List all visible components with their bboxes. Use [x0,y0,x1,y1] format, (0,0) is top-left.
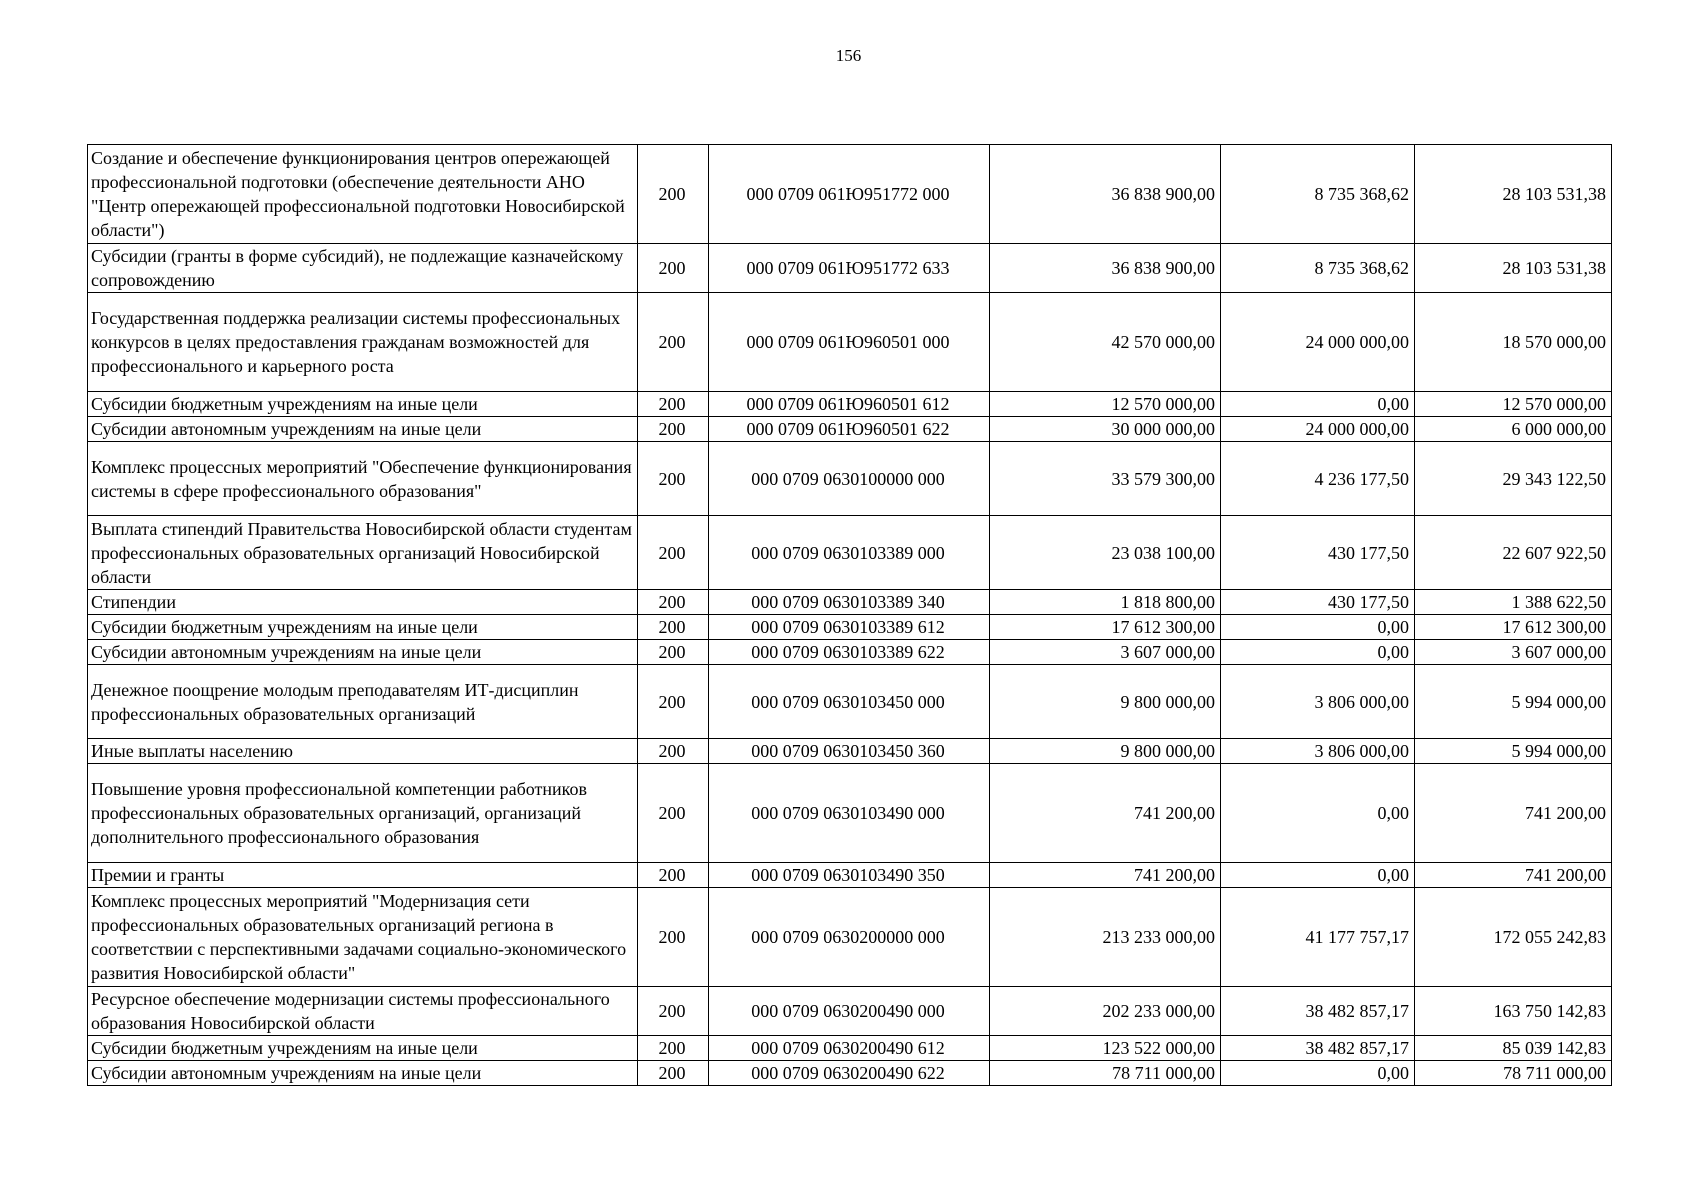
expense-name-cell: Повышение уровня профессиональной компетенции работников профессиональных образовательных организаций, организаций дополнительного профессионального образования [88,764,638,863]
budget-execution-table [87,144,1612,1086]
table-row [88,739,1612,764]
executed-amount-cell: 4 236 177,50 [1221,442,1415,516]
classification-code-cell: 000 0709 061Ю960501 612 [709,392,990,417]
classification-code-cell: 000 0709 0630200000 000 [709,888,990,987]
unexecuted-amount-cell: 172 055 242,83 [1415,888,1612,987]
line-code-cell: 200 [638,1061,709,1086]
expense-name-cell: Субсидии бюджетным учреждениям на иные цели [88,1036,638,1061]
classification-code-cell: 000 0709 0630103490 000 [709,764,990,863]
executed-amount-cell: 430 177,50 [1221,590,1415,615]
expense-name-cell: Создание и обеспечение функционирования центров опережающей профессиональной подготовки (обеспечение деятельности АНО "Центр опережающей профессиональной подготовки Новосибирской области") [88,145,638,244]
expense-name-cell: Премии и гранты [88,863,638,888]
line-code-cell: 200 [638,640,709,665]
classification-code-cell: 000 0709 0630200490 000 [709,987,990,1036]
approved-amount-cell: 30 000 000,00 [990,417,1221,442]
classification-code-cell: 000 0709 0630103389 000 [709,516,990,590]
line-code-cell: 200 [638,417,709,442]
table-row [88,1061,1612,1086]
executed-amount-cell: 41 177 757,17 [1221,888,1415,987]
executed-amount-cell: 0,00 [1221,392,1415,417]
approved-amount-cell: 1 818 800,00 [990,590,1221,615]
table-body [88,145,1612,1086]
classification-code-cell: 000 0709 0630103450 360 [709,739,990,764]
expense-name-cell: Субсидии (гранты в форме субсидий), не подлежащие казначейскому сопровождению [88,244,638,293]
unexecuted-amount-cell: 6 000 000,00 [1415,417,1612,442]
expense-name-cell: Субсидии бюджетным учреждениям на иные цели [88,392,638,417]
executed-amount-cell: 8 735 368,62 [1221,244,1415,293]
expense-name-cell: Государственная поддержка реализации системы профессиональных конкурсов в целях предоставления гражданам возможностей для профессионального и карьерного роста [88,293,638,392]
unexecuted-amount-cell: 78 711 000,00 [1415,1061,1612,1086]
line-code-cell: 200 [638,392,709,417]
approved-amount-cell: 213 233 000,00 [990,888,1221,987]
table-row [88,442,1612,516]
table-row [88,863,1612,888]
unexecuted-amount-cell: 85 039 142,83 [1415,1036,1612,1061]
page-number: 156 [835,46,862,65]
executed-amount-cell: 0,00 [1221,1061,1415,1086]
line-code-cell: 200 [638,244,709,293]
classification-code-cell: 000 0709 061Ю960501 000 [709,293,990,392]
table-row [88,1036,1612,1061]
expense-name-cell: Денежное поощрение молодым преподавателям ИТ-дисциплин профессиональных образовательных организаций [88,665,638,739]
table-row [88,590,1612,615]
line-code-cell: 200 [638,1036,709,1061]
unexecuted-amount-cell: 741 200,00 [1415,863,1612,888]
unexecuted-amount-cell: 3 607 000,00 [1415,640,1612,665]
executed-amount-cell: 24 000 000,00 [1221,417,1415,442]
executed-amount-cell: 0,00 [1221,863,1415,888]
approved-amount-cell: 202 233 000,00 [990,987,1221,1036]
approved-amount-cell: 741 200,00 [990,764,1221,863]
unexecuted-amount-cell: 18 570 000,00 [1415,293,1612,392]
expense-name-cell: Иные выплаты населению [88,739,638,764]
expense-name-cell: Субсидии бюджетным учреждениям на иные цели [88,615,638,640]
unexecuted-amount-cell: 741 200,00 [1415,764,1612,863]
executed-amount-cell: 8 735 368,62 [1221,145,1415,244]
approved-amount-cell: 12 570 000,00 [990,392,1221,417]
classification-code-cell: 000 0709 0630103450 000 [709,665,990,739]
expense-name-cell: Ресурсное обеспечение модернизации системы профессионального образования Новосибирской области [88,987,638,1036]
line-code-cell: 200 [638,739,709,764]
classification-code-cell: 000 0709 0630103490 350 [709,863,990,888]
executed-amount-cell: 430 177,50 [1221,516,1415,590]
approved-amount-cell: 17 612 300,00 [990,615,1221,640]
line-code-cell: 200 [638,665,709,739]
table-row [88,987,1612,1036]
unexecuted-amount-cell: 1 388 622,50 [1415,590,1612,615]
expense-name-cell: Комплекс процессных мероприятий "Обеспечение функционирования системы в сфере профессионального образования" [88,442,638,516]
table-row [88,516,1612,590]
unexecuted-amount-cell: 163 750 142,83 [1415,987,1612,1036]
unexecuted-amount-cell: 5 994 000,00 [1415,739,1612,764]
expense-name-cell: Выплата стипендий Правительства Новосибирской области студентам профессиональных образовательных организаций Новосибирской области [88,516,638,590]
table-row [88,640,1612,665]
approved-amount-cell: 42 570 000,00 [990,293,1221,392]
expense-name-cell: Субсидии автономным учреждениям на иные цели [88,640,638,665]
approved-amount-cell: 741 200,00 [990,863,1221,888]
approved-amount-cell: 78 711 000,00 [990,1061,1221,1086]
table-row [88,293,1612,392]
executed-amount-cell: 24 000 000,00 [1221,293,1415,392]
classification-code-cell: 000 0709 0630103389 340 [709,590,990,615]
unexecuted-amount-cell: 17 612 300,00 [1415,615,1612,640]
line-code-cell: 200 [638,145,709,244]
line-code-cell: 200 [638,863,709,888]
table-row [88,888,1612,987]
line-code-cell: 200 [638,888,709,987]
expense-name-cell: Комплекс процессных мероприятий "Модернизация сети профессиональных образовательных организаций региона в соответствии с перспективными задачами социально-экономического развития Новосибирской области" [88,888,638,987]
table-row [88,417,1612,442]
line-code-cell: 200 [638,590,709,615]
expense-name-cell: Субсидии автономным учреждениям на иные цели [88,417,638,442]
table-row [88,665,1612,739]
classification-code-cell: 000 0709 0630103389 622 [709,640,990,665]
line-code-cell: 200 [638,442,709,516]
classification-code-cell: 000 0709 061Ю951772 000 [709,145,990,244]
executed-amount-cell: 38 482 857,17 [1221,1036,1415,1061]
approved-amount-cell: 123 522 000,00 [990,1036,1221,1061]
executed-amount-cell: 0,00 [1221,615,1415,640]
executed-amount-cell: 3 806 000,00 [1221,739,1415,764]
unexecuted-amount-cell: 12 570 000,00 [1415,392,1612,417]
classification-code-cell: 000 0709 0630200490 612 [709,1036,990,1061]
line-code-cell: 200 [638,293,709,392]
table-row [88,392,1612,417]
executed-amount-cell: 0,00 [1221,764,1415,863]
unexecuted-amount-cell: 29 343 122,50 [1415,442,1612,516]
classification-code-cell: 000 0709 0630103389 612 [709,615,990,640]
approved-amount-cell: 9 800 000,00 [990,739,1221,764]
line-code-cell: 200 [638,987,709,1036]
table-row [88,764,1612,863]
table-row [88,244,1612,293]
table-row [88,145,1612,244]
unexecuted-amount-cell: 28 103 531,38 [1415,244,1612,293]
approved-amount-cell: 3 607 000,00 [990,640,1221,665]
approved-amount-cell: 36 838 900,00 [990,244,1221,293]
unexecuted-amount-cell: 5 994 000,00 [1415,665,1612,739]
executed-amount-cell: 38 482 857,17 [1221,987,1415,1036]
executed-amount-cell: 3 806 000,00 [1221,665,1415,739]
approved-amount-cell: 36 838 900,00 [990,145,1221,244]
line-code-cell: 200 [638,615,709,640]
line-code-cell: 200 [638,516,709,590]
expense-name-cell: Субсидии автономным учреждениям на иные цели [88,1061,638,1086]
unexecuted-amount-cell: 28 103 531,38 [1415,145,1612,244]
table-row [88,615,1612,640]
classification-code-cell: 000 0709 0630100000 000 [709,442,990,516]
classification-code-cell: 000 0709 061Ю960501 622 [709,417,990,442]
classification-code-cell: 000 0709 061Ю951772 633 [709,244,990,293]
approved-amount-cell: 9 800 000,00 [990,665,1221,739]
unexecuted-amount-cell: 22 607 922,50 [1415,516,1612,590]
expense-name-cell: Стипендии [88,590,638,615]
classification-code-cell: 000 0709 0630200490 622 [709,1061,990,1086]
approved-amount-cell: 23 038 100,00 [990,516,1221,590]
line-code-cell: 200 [638,764,709,863]
approved-amount-cell: 33 579 300,00 [990,442,1221,516]
executed-amount-cell: 0,00 [1221,640,1415,665]
